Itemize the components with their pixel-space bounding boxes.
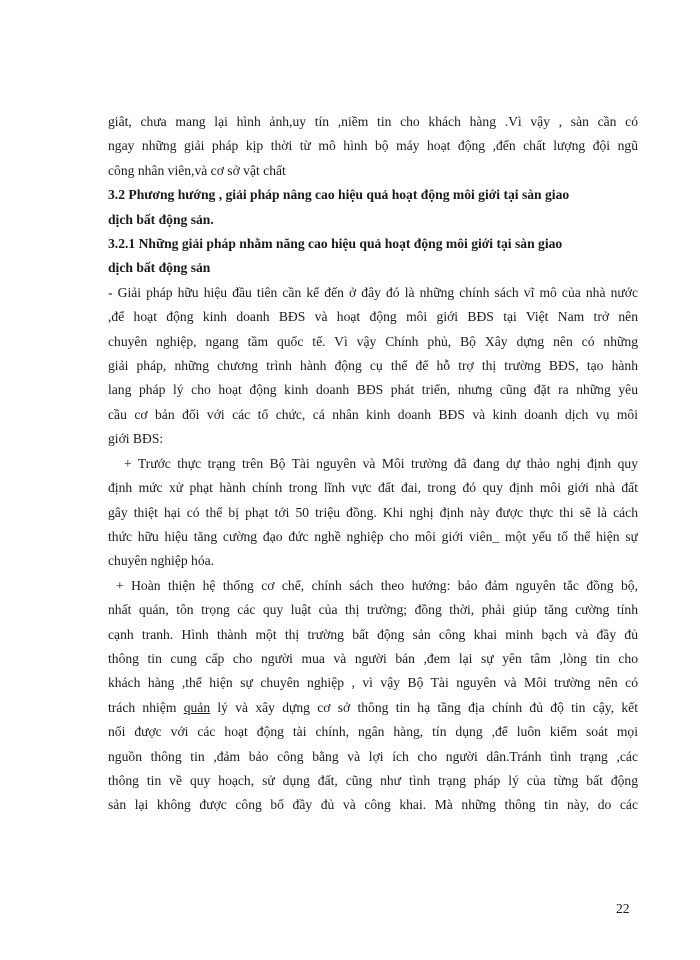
- section-heading-3-2-cont: dịch bất động sản.: [108, 211, 214, 227]
- section-heading-3-2-1: 3.2.1 Những giải pháp nhằm năng cao hiệu quả hoạt động môi giới tại sàn giao: [108, 236, 563, 252]
- text-line: giải pháp, những chương trình hành động cụ thể để hỗ trợ thị trường BĐS, tạo hành: [108, 358, 638, 374]
- text-line: + Hoàn thiện hệ thống cơ chế, chính sách theo hướng: bảo đảm nguyên tắc đồng bộ,: [116, 577, 638, 593]
- text-line: [108, 696, 638, 720]
- text-line: định mức xử phạt hành chính trong lĩnh vực đất đai, trong đó quy định môi giới nhà đất: [108, 480, 638, 496]
- document-body: [108, 110, 638, 818]
- text-line: cầu cơ bản đối với các tổ chức, cá nhân kinh doanh BĐS và kinh doanh dịch vụ môi: [108, 406, 638, 422]
- text-line: nhất quán, tôn trọng các quy luật của thị trường; đồng thời, phải giúp tăng cường tính: [108, 602, 638, 618]
- text-line: nối được với các hoạt động tài chính, ngân hàng, tín dụng ,để luôn kiểm soát mọi: [108, 724, 638, 740]
- text-line: chuyên nghiệp, ngang tầm quốc tế. Vì vậy Chính phủ, Bộ Xây dựng nên có những: [108, 333, 638, 349]
- page-number: 22: [616, 901, 630, 916]
- text-line: + Trước thực trạng trên Bộ Tài nguyên và Môi trường đã đang dự thảo nghị định quy: [124, 455, 638, 471]
- text-line: gây thiệt hại có thể bị phạt tới 50 triệu đồng. Khi nghị định này được thực thi sẽ là cách: [108, 504, 638, 520]
- text-line: khách hàng ,thể hiện sự chuyên nghiệp , vì vậy Bộ Tài nguyên và Môi trường nên có: [108, 675, 638, 691]
- text-line: thức hữu hiệu tăng cường đạo đức nghề nghiệp cho môi giới viên_ một yếu tố thể hiện sự: [108, 528, 638, 544]
- text-line: thông tin cung cấp cho người mua và người bán ,đem lại sự yên tâm ,lòng tin cho: [108, 650, 638, 666]
- text-line: lang pháp lý cho hoạt động kinh doanh BĐS phát triển, nhưng cũng đặt ra những yêu: [108, 382, 638, 398]
- section-heading-3-2-1-cont: dịch bất động sản: [108, 260, 211, 276]
- text-line: công nhân viên,và cơ sở vật chất: [108, 162, 286, 178]
- text-fragment: lý và xây dựng cơ sở thông tin hạ tầng địa chính đủ độ tin cậy, kết: [217, 699, 638, 715]
- text-line: thông tin về quy hoạch, sử dụng đất, cũng như tình trạng pháp lý của từng bất động: [108, 772, 638, 788]
- text-line: chuyên nghiệp hóa.: [108, 553, 215, 569]
- text-line: giới BĐS:: [108, 431, 164, 447]
- text-line: giât, chưa mang lại hình ảnh,uy tín ,niềm tin cho khách hàng .Vì vậy , sàn cần có: [108, 114, 638, 129]
- underlined-word: quản: [183, 699, 211, 715]
- text-line: ,để hoạt động kinh doanh BĐS và hoạt động môi giới BĐS tại Việt Nam trở nên: [108, 309, 638, 325]
- text-line: cạnh tranh. Hình thành một thị trường bất động sản công khai minh bạch và đầy đủ: [108, 626, 638, 642]
- text-line: - Giải pháp hữu hiệu đầu tiên cần kể đến ở đây đó là những chính sách vĩ mô của nhà nước: [108, 284, 638, 300]
- text-line: ngay những giải pháp kịp thời từ mô hình bộ máy hoạt động ,đến chất lượng đội ngũ: [108, 138, 638, 154]
- text-fragment: trách nhiệm: [108, 699, 177, 715]
- section-heading-3-2: 3.2 Phương hướng , giải pháp nâng cao hiệu quả hoạt động môi giới tại sàn giao: [108, 187, 570, 203]
- text-line: nguồn thông tin ,đảm bảo công bằng và lợi ích cho người dân.Tránh tình trạng ,các: [108, 748, 638, 764]
- text-line: sản lại không được công bố đầy đủ và công khai. Mà những thông tin này, do các: [108, 797, 638, 813]
